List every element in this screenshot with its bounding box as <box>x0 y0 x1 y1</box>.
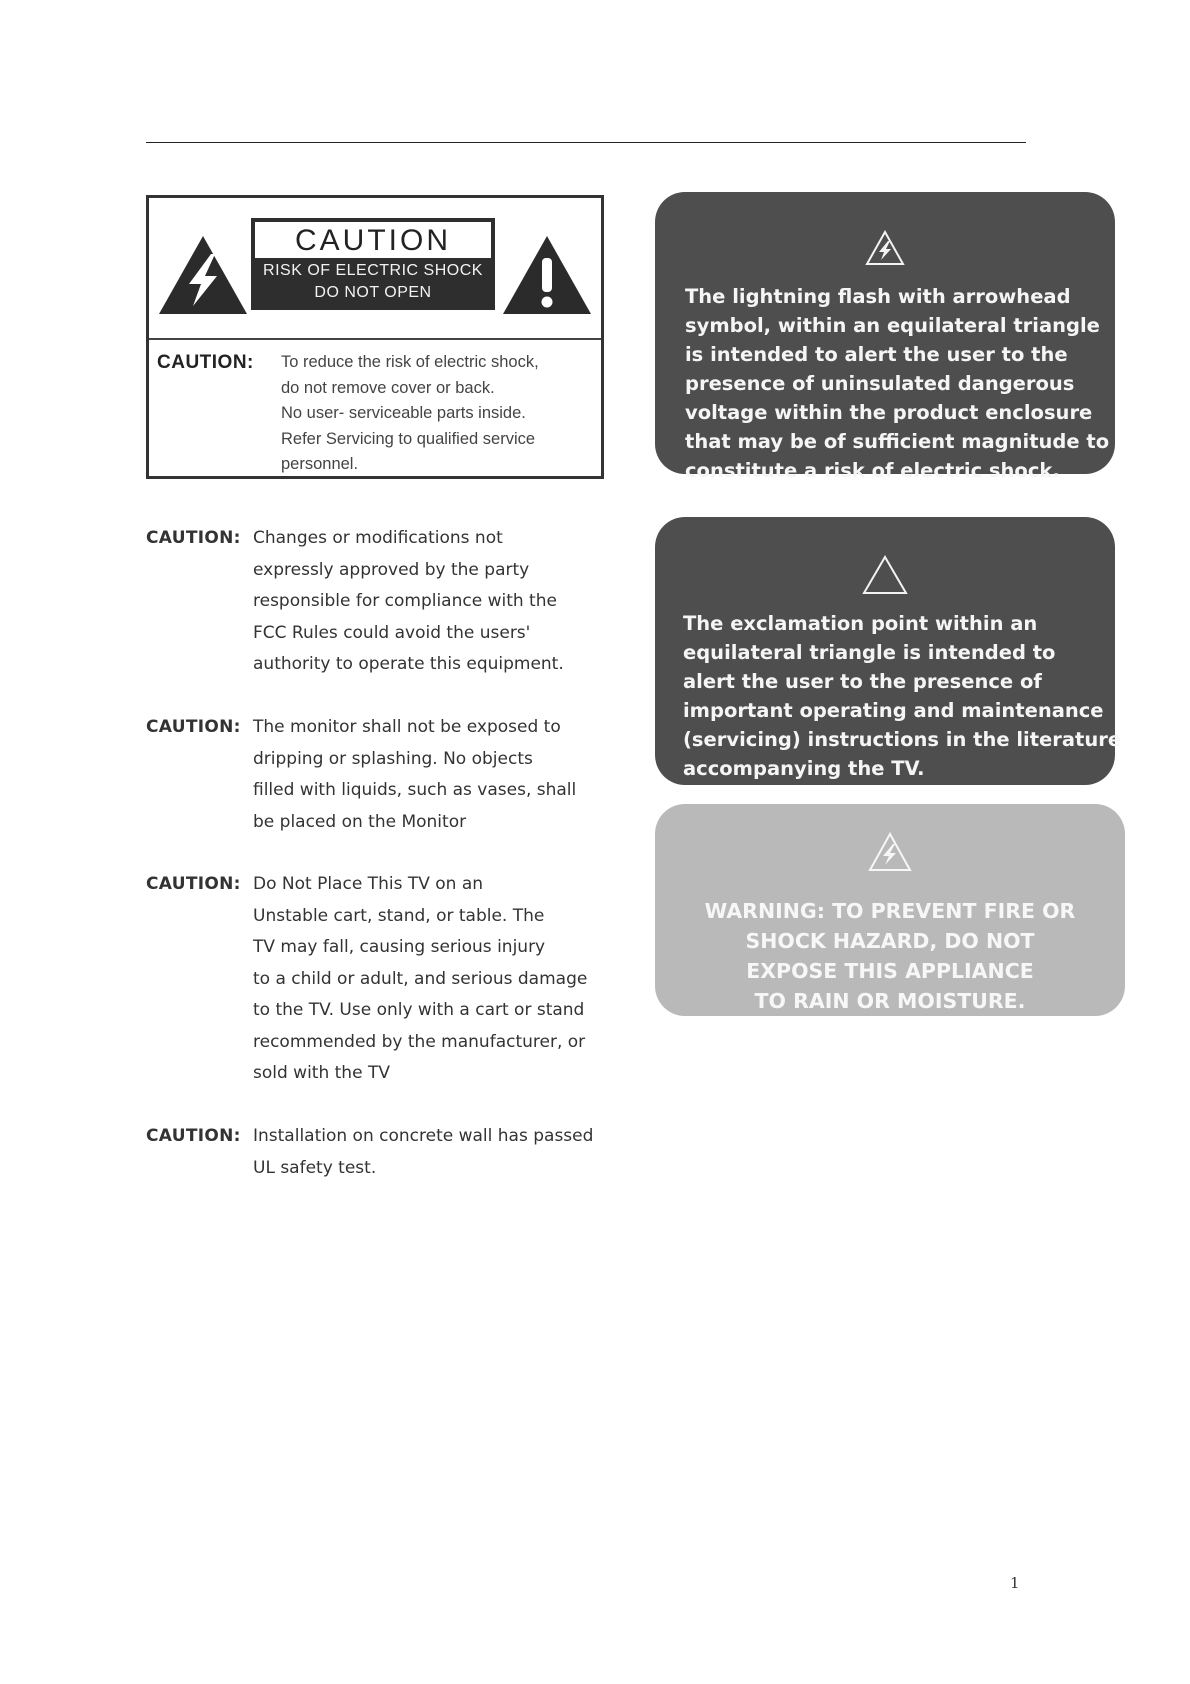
caution-body <box>253 869 587 1090</box>
caution-line: Do Not Place This TV on an <box>253 874 484 894</box>
lightning-triangle-icon <box>865 230 905 266</box>
page-number: 1 <box>1010 1574 1020 1592</box>
caution-body <box>253 1121 593 1184</box>
caution-line: be placed on the Monitor <box>253 811 467 832</box>
panel-line: TO RAIN OR MOISTURE. <box>754 989 1026 1013</box>
panel-line: is intended to alert the user to the <box>685 343 1068 366</box>
caution-body <box>253 523 564 681</box>
top-rule <box>146 142 1026 143</box>
caution-label-heading: CAUTION: <box>157 352 254 373</box>
lightning-info-panel <box>655 192 1115 482</box>
caution-line: Unstable cart, stand, or table. The <box>253 905 545 926</box>
panel-line: SHOCK HAZARD, DO NOT <box>745 929 1035 953</box>
caution-line: FCC Rules could avoid the users' <box>253 622 531 643</box>
caution-line: sold with the TV <box>253 1063 390 1083</box>
plate-line-do-not-open: DO NOT OPEN <box>314 284 432 301</box>
caution-line: to a child or adult, and serious damage <box>253 968 588 989</box>
caution-label-line: Refer Servicing to qualified service <box>281 429 536 448</box>
caution-label-line: No user- serviceable parts inside. <box>281 404 526 422</box>
caution-heading-text: CAUTION <box>146 717 234 737</box>
caution-line: The monitor shall not be exposed to <box>253 717 561 737</box>
caution-heading: CAUTION: <box>146 528 241 548</box>
caution-line: TV may fall, causing serious injury <box>253 937 546 957</box>
panel-line: accompanying the TV. <box>683 757 925 780</box>
caution-heading: CAUTION: <box>146 1126 241 1146</box>
caution-body <box>253 712 576 838</box>
caution-line: to the TV. Use only with a cart or stand <box>253 1000 585 1020</box>
panel-line: EXPOSE THIS APPLIANCE <box>746 959 1034 983</box>
panel-line: presence of uninsulated dangerous <box>685 372 1075 395</box>
caution-heading: CAUTION: <box>146 874 241 894</box>
lightning-warning-icon <box>157 234 249 316</box>
caution-label-header <box>149 198 601 340</box>
caution-line: filled with liquids, such as vases, shall <box>253 780 577 800</box>
panel-line: WARNING: TO PREVENT FIRE OR <box>704 899 1076 923</box>
lightning-info-text <box>685 282 1109 485</box>
panel-line: symbol, within an equilateral triangle <box>685 314 1100 337</box>
caution-line: UL safety test. <box>253 1157 377 1178</box>
panel-line: that may be of sufficient magnitude to <box>685 430 1110 453</box>
exclamation-triangle-icon <box>862 555 908 595</box>
caution-label-line: personnel. <box>281 455 359 473</box>
exclamation-info-text <box>683 609 1121 783</box>
exclamation-info-panel <box>655 517 1122 785</box>
lightning-triangle-icon <box>868 832 912 872</box>
caution-line: Changes or modifications not <box>253 528 503 548</box>
caution-heading-text: CAUTION <box>146 528 234 548</box>
caution-line: dripping or splashing. No objects <box>253 748 533 769</box>
caution-heading-text: CAUTION <box>146 1126 234 1146</box>
caution-line: authority to operate this equipment. <box>253 654 564 674</box>
caution-label-line: To reduce the risk of electric shock, <box>281 353 539 371</box>
plate-title: CAUTION <box>255 222 491 258</box>
caution-heading: CAUTION: <box>146 717 241 737</box>
warning-panel <box>655 804 1125 1016</box>
caution-line: responsible for compliance with the <box>253 591 557 611</box>
panel-line: (servicing) instructions in the literature <box>683 728 1122 751</box>
panel-line: equilateral triangle is intended to <box>683 641 1056 664</box>
exclamation-warning-icon <box>501 234 593 316</box>
panel-line: The exclamation point within an <box>683 612 1038 635</box>
caution-plate <box>251 218 495 310</box>
caution-line: expressly approved by the party <box>253 559 530 580</box>
caution-line: Installation on concrete wall has passed <box>253 1126 594 1146</box>
caution-line: recommended by the manufacturer, or <box>253 1031 586 1052</box>
plate-line-risk: RISK OF ELECTRIC SHOCK <box>263 262 483 279</box>
warning-text <box>655 896 1125 1016</box>
panel-line: constitute a risk of electric shock. <box>685 459 1060 482</box>
panel-line: voltage within the product enclosure <box>685 401 1093 424</box>
caution-label-line: do not remove cover or back. <box>281 378 495 397</box>
panel-line: important operating and maintenance <box>683 699 1104 722</box>
caution-label-text <box>281 350 539 478</box>
panel-line: The lightning flash with arrowhead <box>685 285 1071 308</box>
panel-line: alert the user to the presence of <box>683 670 1042 693</box>
caution-heading-text: CAUTION <box>146 874 234 894</box>
caution-label <box>146 195 604 479</box>
